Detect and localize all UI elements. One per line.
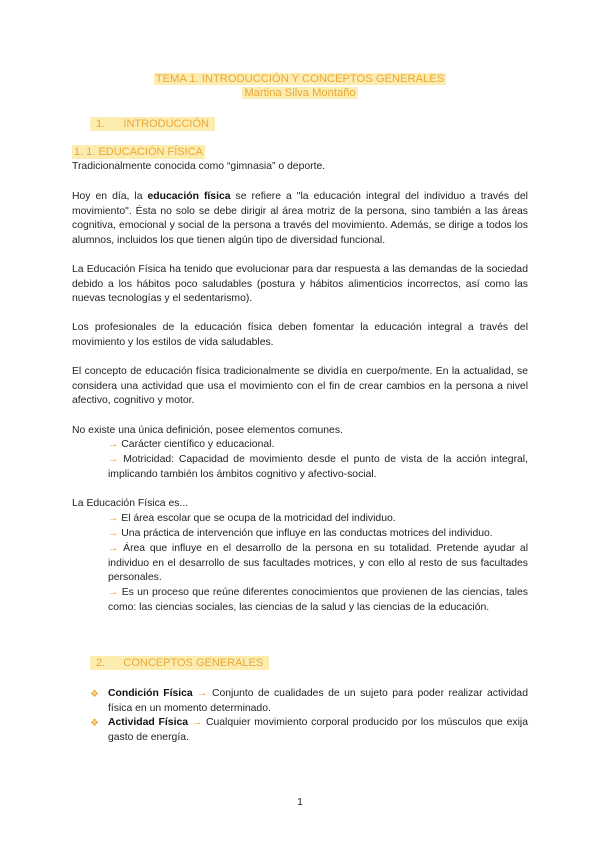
- common-elements-item: → Carácter científico y educacional.: [108, 439, 275, 450]
- concept-item: [108, 716, 528, 745]
- ef-es-item: → El área escolar que se ocupa de la motricidad del individuo.: [108, 513, 396, 524]
- section-1-heading: [90, 118, 215, 130]
- paragraph-1-bold: educación física: [147, 191, 231, 202]
- paragraph-3: Los profesionales de la educación física deben fomentar la educación integral a través del movimiento y los estilos de vida saludables.: [72, 322, 528, 348]
- section-1-label: INTRODUCCIÓN: [120, 117, 212, 131]
- diamond-bullet-icon: ❖: [90, 718, 99, 729]
- arrow-icon: →: [108, 513, 119, 524]
- concept-definition: Cualquier movimiento corporal producido por los músculos que exija gasto de energía.: [108, 717, 528, 743]
- paragraph-4: El concepto de educación física tradicionalmente se dividía en cuerpo/mente. En la actualidad, se considera una actividad que usa el movimiento con el fin de crear cambios en la persona a nivel afectivo, cognitivo y motor.: [72, 366, 528, 407]
- paragraph-2: La Educación Física ha tenido que evolucionar para dar respuesta a las demandas de la sociedad debido a los hábitos poco saludables (postura y hábitos alimenticios incorrectos, así como las nuevas tecnologías y el sedentarismo).: [72, 264, 528, 305]
- paragraph-1-post: se refiere a "la educación integral del individuo a través del movimiento". Ésta no solo se debe dirigir al área motriz de la persona, sino también a las áreas cognitiva, emocional y social de la persona a través del movimiento. Además, se dirige a todos los alumnos, incluidos los que tienen algún tipo de diversidad funcional.: [72, 191, 528, 246]
- concept-definition: Conjunto de cualidades de un sujeto para poder realizar actividad física en un momento determinado.: [108, 688, 528, 714]
- title-line-1: TEMA 1. INTRODUCCIÓN Y CONCEPTOS GENERALES: [155, 73, 445, 85]
- arrow-icon: →: [191, 717, 203, 728]
- ef-es-lead: La Educación Física es...: [72, 498, 189, 509]
- common-elements-item: → Motricidad: Capacidad de movimiento desde el punto de vista de la acción integral, implicando también los ámbitos cognitivo y afectivo-social.: [108, 454, 528, 480]
- document-title: [0, 72, 600, 100]
- arrow-icon: →: [108, 528, 119, 539]
- title-line-2: Martina Silva Montaño: [244, 87, 356, 99]
- subsection-heading: [72, 146, 205, 158]
- common-elements-lead: No existe una única definición, posee elementos comunes.: [72, 425, 343, 436]
- ef-es-item: → Una práctica de intervención que influye en las conductas motrices del individuo.: [108, 528, 493, 539]
- section-2-number: 2.: [93, 656, 108, 670]
- concept-term: Actividad Física: [108, 717, 189, 728]
- page-number: 1: [297, 797, 303, 808]
- ef-es-item: → Es un proceso que reúne diferentes conocimientos que provienen de las ciencias, tales como: las ciencias sociales, las ciencias de la salud y las ciencias de la educación.: [108, 587, 528, 613]
- paragraph-1-pre: Hoy en día, la: [72, 191, 148, 202]
- paragraph-1: [72, 190, 528, 248]
- arrow-icon: →: [108, 543, 119, 554]
- section-2-label: CONCEPTOS GENERALES: [120, 656, 266, 670]
- arrow-icon: →: [197, 688, 208, 699]
- section-2-heading: [90, 657, 269, 669]
- arrow-icon: →: [108, 454, 119, 465]
- concept-term: Condición Física: [108, 688, 193, 699]
- arrow-icon: →: [108, 587, 119, 598]
- arrow-icon: →: [108, 439, 119, 450]
- subsection-label: 1. 1. EDUCACIÓN FÍSICA: [74, 146, 203, 158]
- ef-es-item: → Área que influye en el desarrollo de la persona en su totalidad. Pretende ayudar al individuo en el desarrollo de sus facultades motrices, y con ello al resto de sus facultades personales.: [108, 543, 529, 584]
- diamond-bullet-icon: ❖: [90, 689, 99, 700]
- section-1-number: 1.: [93, 117, 108, 131]
- intro-line: Tradicionalmente conocida como “gimnasia” o deporte.: [72, 161, 326, 172]
- concept-item: [108, 687, 528, 716]
